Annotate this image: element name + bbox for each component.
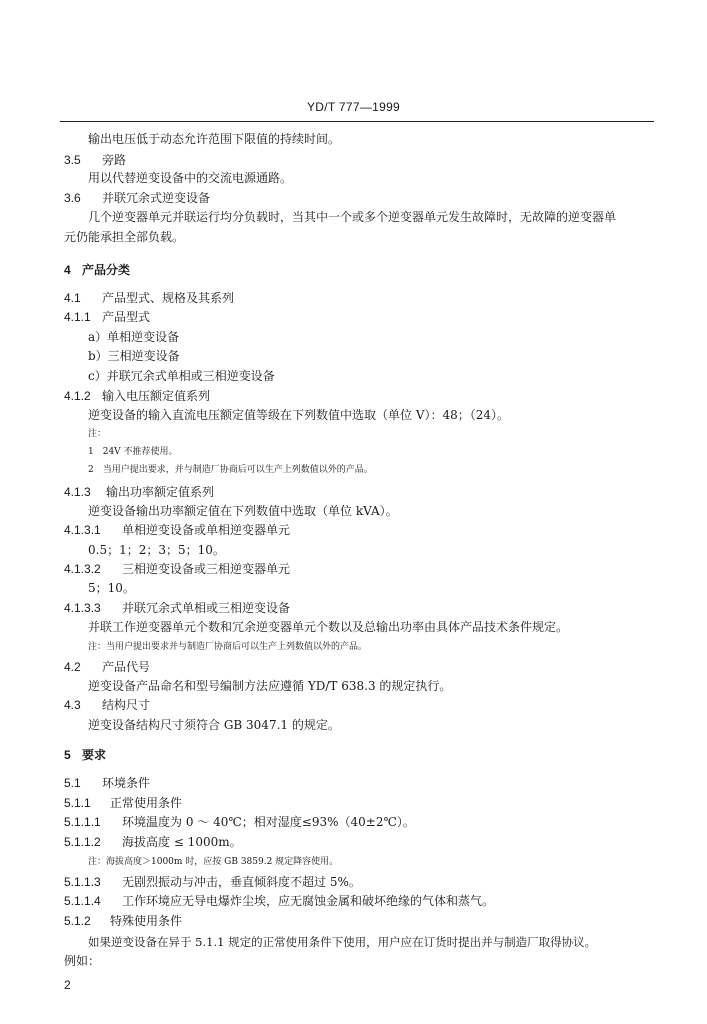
note-text: 注：当用户提出要求并与制造厂协商后可以生产上列数值以外的产品。 xyxy=(88,642,368,652)
clause-heading: 5.1.1.4 工作环境应无导电爆炸尘埃，应无腐蚀金属和破坏绝缘的气体和蒸气。 xyxy=(64,894,495,908)
clause-heading: 5.1.1 正常使用条件 xyxy=(64,796,183,810)
header-divider xyxy=(60,121,654,122)
clause-heading: 5.1.1.3 无剧烈振动与冲击，垂直倾斜度不超过 5%。 xyxy=(64,875,361,889)
body-text: 输出电压低于动态允许范围下限值的持续时间。 xyxy=(88,132,341,146)
clause-heading: 4.1.1 产品型式 xyxy=(64,310,151,324)
clause-heading: 3.6 并联冗余式逆变设备 xyxy=(64,191,211,205)
body-text: 例如： xyxy=(64,954,101,968)
clause-heading: 5.1 环境条件 xyxy=(64,776,151,790)
clause-heading: 4.3 结构尺寸 xyxy=(64,698,151,712)
clause-heading: 4.1.3.1 单相逆变设备或单相逆变器单元 xyxy=(64,523,291,537)
clause-heading: 4.1 产品型式、规格及其系列 xyxy=(64,291,235,305)
body-text: 如果逆变设备在异于 5.1.1 规定的正常使用条件下使用，用户应在订货时提出并与制造厂取得协议。 xyxy=(88,935,597,949)
clause-heading: 5.1.1.1 环境温度为 0 ～ 40℃；相对湿度≤93%（40±2℃）。 xyxy=(64,815,415,829)
body-text: 逆变设备的输入直流电压额定值等级在下列数值中选取（单位 V）：48；（24）。 xyxy=(88,408,510,422)
clause-heading: 4.2 产品代号 xyxy=(64,660,151,674)
clause-heading: 4.1.2 输入电压额定值系列 xyxy=(64,389,211,403)
body-text: 逆变设备产品命名和型号编制方法应遵循 YD/T 638.3 的规定执行。 xyxy=(88,679,452,693)
note-text: 注：海拔高度＞1000m 时，应按 GB 3859.2 规定降容使用。 xyxy=(88,857,339,867)
list-item: b）三相逆变设备 xyxy=(88,349,180,363)
clause-heading: 4.1.3.3 并联冗余式单相或三相逆变设备 xyxy=(64,601,291,615)
section-heading: 4 产品分类 xyxy=(64,263,131,277)
list-item: a）单相逆变设备 xyxy=(88,330,180,344)
body-text: 逆变设备输出功率额定值在下列数值中选取（单位 kVA）。 xyxy=(88,504,398,518)
body-text: 元仍能承担全部负载。 xyxy=(64,230,185,244)
clause-heading: 4.1.3 输出功率额定值系列 xyxy=(64,485,215,499)
note-item: 2 当用户提出要求，并与制造厂协商后可以生产上列数值以外的产品。 xyxy=(88,465,373,475)
body-text: 几个逆变器单元并联运行均分负载时，当其中一个或多个逆变器单元发生故障时，无故障的逆变器单 xyxy=(88,210,617,224)
body-text: 逆变设备结构尺寸须符合 GB 3047.1 的规定。 xyxy=(88,718,340,732)
standard-code-header: YD/T 777—1999 xyxy=(306,100,401,114)
clause-heading: 4.1.3.2 三相逆变设备或三相逆变器单元 xyxy=(64,562,291,576)
clause-heading: 5.1.2 特殊使用条件 xyxy=(64,914,183,928)
note-label: 注： xyxy=(88,429,107,439)
clause-heading: 3.5 旁路 xyxy=(64,153,127,167)
list-item: c）并联冗余式单相或三相逆变设备 xyxy=(88,369,275,383)
body-text: 5；10。 xyxy=(88,581,135,595)
body-text: 并联工作逆变器单元个数和冗余逆变器单元个数以及总输出功率由具体产品技术条件规定。 xyxy=(88,620,569,634)
note-item: 1 24V 不推荐使用。 xyxy=(88,447,178,457)
page-number: 2 xyxy=(64,978,71,992)
body-text: 0.5；1；2；3；5；10。 xyxy=(88,543,225,557)
body-text: 用以代替逆变设备中的交流电源通路。 xyxy=(88,171,293,185)
clause-heading: 5.1.1.2 海拔高度 ≤ 1000m。 xyxy=(64,835,242,849)
section-heading: 5 要求 xyxy=(64,748,107,762)
